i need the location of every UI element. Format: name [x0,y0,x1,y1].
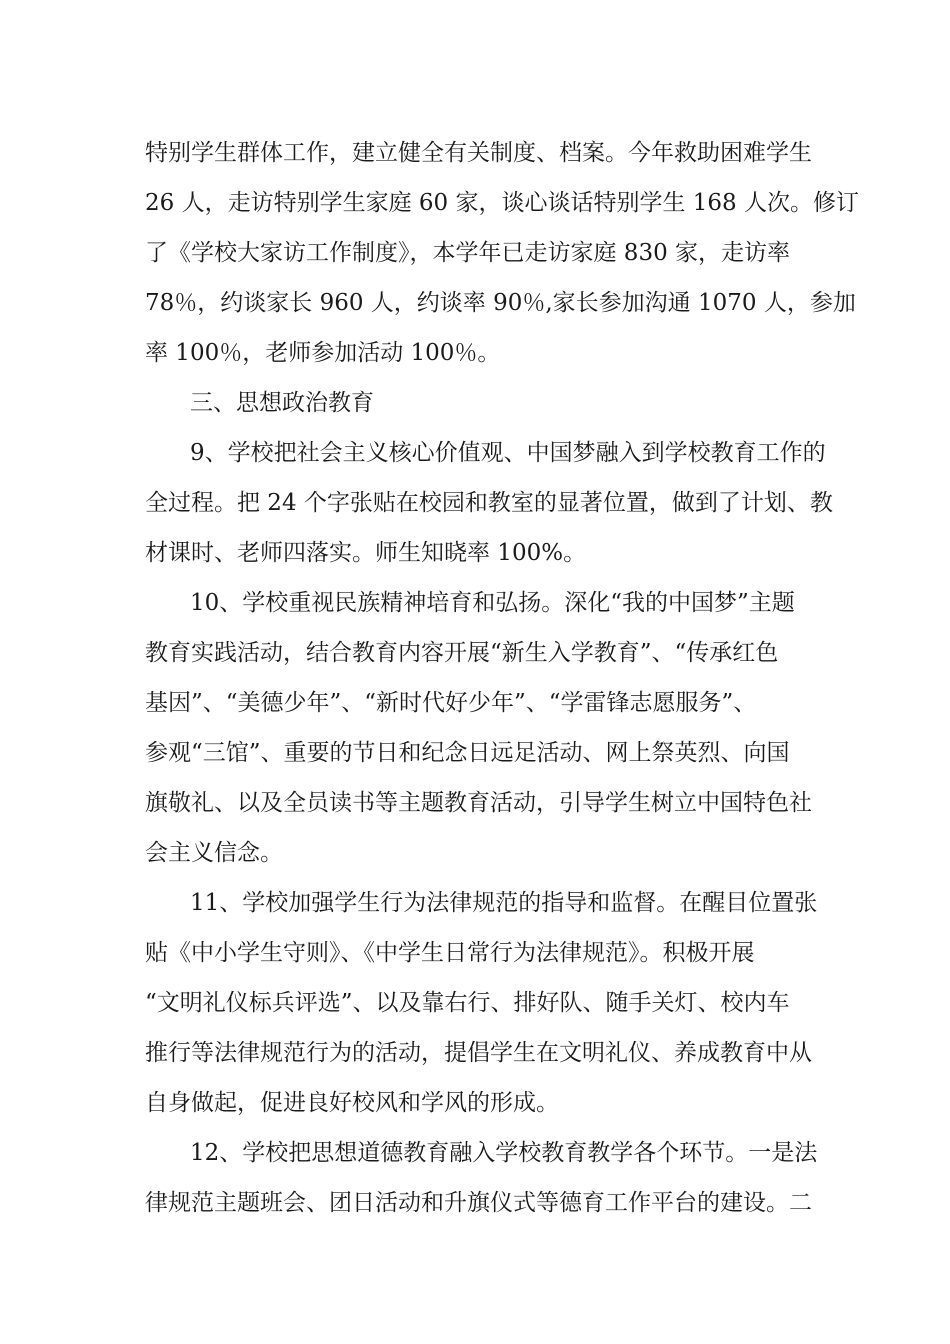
text-line: 推行等法律规范行为的活动，提倡学生在文明礼仪、养成教育中从 [145,1040,812,1066]
text-line: 9、学校把社会主义核心价值观、中国梦融入到学校教育工作的 [190,440,826,466]
text-line: 率 100％，老师参加活动 100％。 [145,340,501,366]
text-line: “文明礼仪标兵评选”、以及靠右行、排好队、随手关灯、校内车 [145,990,790,1016]
text-line: 11、学校加强学生行为法律规范的指导和监督。在醒目位置张 [190,890,818,916]
text-line: 会主义信念。 [145,840,283,866]
text-line: 参观“三馆”、重要的节日和纪念日远足活动、网上祭英烈、向国 [145,740,790,766]
text-line: 律规范主题班会、团日活动和升旗仪式等德育工作平台的建设。二 [145,1190,812,1216]
text-line: 贴《中小学生守则》、《中学生日常行为法律规范》。积极开展 [145,940,755,966]
text-line: 旗敬礼、以及全员读书等主题教育活动，引导学生树立中国特色社 [145,790,812,816]
section-heading: 三、思想政治教育 [190,390,374,416]
text-line: 全过程。把 24 个字张贴在校园和教室的显著位置，做到了计划、教 [145,490,833,516]
text-line: 12、学校把思想道德教育融入学校教育教学各个环节。一是法 [190,1140,818,1166]
text-line: 自身做起，促进良好校风和学风的形成。 [145,1090,559,1116]
text-line: 基因”、“美德少年”、“新时代好少年”、“学雷锋志愿服务”、 [145,690,757,716]
text-line: 了《学校大家访工作制度》，本学年已走访家庭 830 家，走访率 [145,240,791,266]
text-line: 特别学生群体工作，建立健全有关制度、档案。今年救助困难学生 [145,140,812,166]
text-line: 26 人，走访特别学生家庭 60 家，谈心谈话特别学生 168 人次。修订 [145,190,859,216]
text-line: 材课时、老师四落实。师生知晓率 100%。 [145,540,587,566]
text-line: 78％，约谈家长 960 人，约谈率 90％,家长参加沟通 1070 人，参加 [145,290,856,316]
text-line: 教育实践活动，结合教育内容开展“新生入学教育”、“传承红色 [145,640,779,666]
text-line: 10、学校重视民族精神培育和弘扬。深化“我的中国梦”主题 [190,590,795,616]
